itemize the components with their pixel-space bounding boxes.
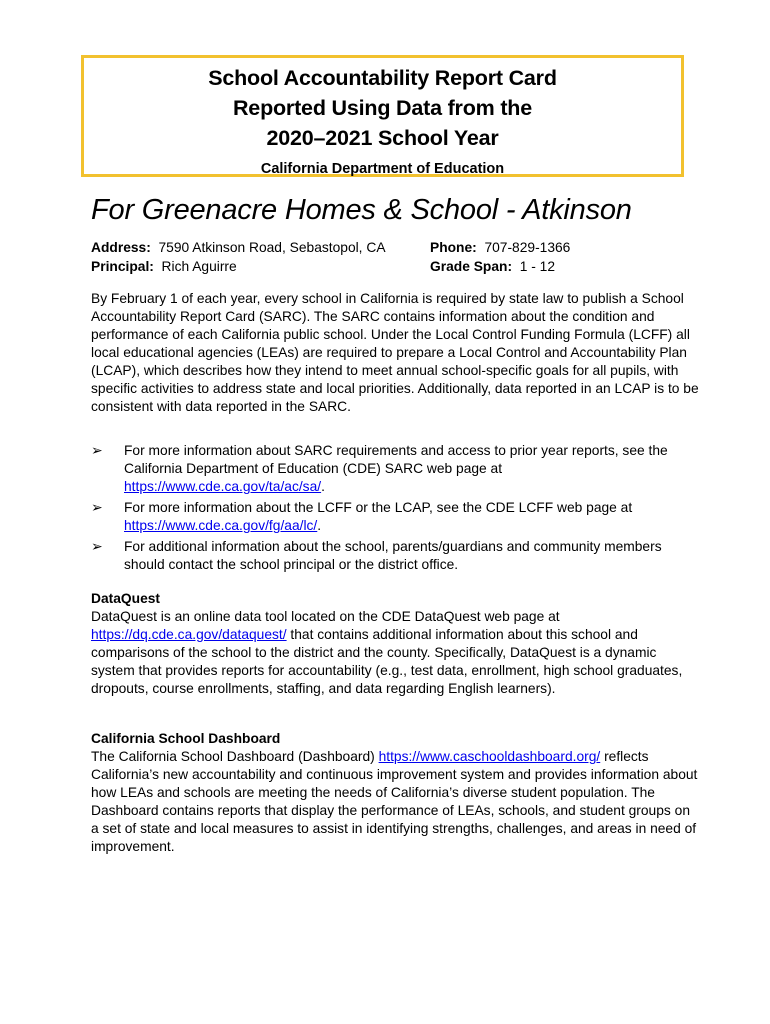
phone-value: 707-829-1366	[484, 240, 571, 255]
school-name: For Greenacre Homes & School - Atkinson	[91, 194, 632, 226]
address-label: Address:	[91, 240, 151, 255]
dashboard-text-before: The California School Dashboard (Dashboard)	[91, 749, 379, 764]
report-title-line-3: 2020–2021 School Year	[266, 126, 499, 150]
intro-paragraph: By February 1 of each year, every school in California is required by state law to publish a School Accountability Report Card (SARC). The SARC contains information about the condition and performance of each California public school. Under the Local Control Funding Formula (LCFF) all local educational agencies (LEAs) are required to prepare a Local Control and Accountability Plan (LCAP), which describes how they intend to meet annual school-specific goals for all pupils, with specific activities to address state and local priorities. Additionally, data reported in an LCAP is to be consistent with data reported in the SARC.	[91, 291, 699, 414]
dataquest-heading: DataQuest	[91, 591, 161, 606]
arrow-bullet-icon: ➢	[91, 539, 103, 554]
address-row	[91, 240, 386, 255]
dashboard-paragraph	[91, 748, 701, 856]
principal-value: Rich Aguirre	[161, 259, 237, 274]
principal-label: Principal:	[91, 259, 154, 274]
bullet-text: For more information about SARC requirements and access to prior year reports, see the California Department of Education (CDE) SARC web page at	[124, 443, 668, 476]
list-item	[91, 538, 701, 574]
phone-label: Phone:	[430, 240, 477, 255]
bullet-text: For more information about the LCFF or the LCAP, see the CDE LCFF web page at	[124, 500, 633, 515]
dashboard-link[interactable]: https://www.caschooldashboard.org/	[378, 749, 601, 764]
dataquest-paragraph	[91, 608, 701, 698]
dataquest-text-after: that contains additional information about this school and comparisons of the school to the district and the county. Specifically, DataQuest is a dynamic system that provides reports for accountability (e.g., test data, enrollment, high school graduates, dropouts, course enrollments, staffing, and data regarding English learners).	[91, 627, 683, 696]
sarc-page-link[interactable]: https://www.cde.ca.gov/ta/ac/sa/	[124, 479, 322, 494]
list-item	[91, 499, 701, 535]
bullet-text: For additional information about the school, parents/guardians and community members should contact the school principal or the district office.	[124, 539, 662, 572]
lcff-page-link[interactable]: https://www.cde.ca.gov/fg/aa/lc/	[124, 518, 318, 533]
title-box	[81, 55, 684, 177]
report-subtitle: California Department of Education	[260, 161, 505, 177]
bullet-list	[91, 442, 701, 577]
dashboard-heading: California School Dashboard	[91, 731, 281, 746]
report-title-line-2: Reported Using Data from the	[232, 96, 532, 120]
arrow-bullet-icon: ➢	[91, 443, 103, 458]
grade-span-label: Grade Span:	[430, 259, 513, 274]
list-item	[91, 442, 701, 496]
arrow-bullet-icon: ➢	[91, 500, 103, 515]
phone-row	[430, 240, 570, 255]
dataquest-section	[91, 590, 701, 698]
bullet-suffix: .	[317, 518, 322, 533]
report-title-line-1: School Accountability Report Card	[208, 66, 557, 90]
dataquest-text-before: DataQuest is an online data tool located on the CDE DataQuest web page at	[91, 609, 560, 624]
dataquest-link[interactable]: https://dq.cde.ca.gov/dataquest/	[91, 627, 287, 642]
dashboard-text-after: reflects California’s new accountability and continuous improvement system and provides information about how LEAs and schools are meeting the needs of California’s diverse student population. The Dashboard contains reports that display the performance of LEAs, schools, and student groups on a set of state and local measures to assist in identifying strengths, challenges, and areas in need of improvement.	[91, 749, 698, 854]
bullet-suffix: .	[321, 479, 325, 494]
dashboard-section	[91, 730, 701, 856]
principal-row	[91, 259, 237, 274]
grade-span-row	[430, 259, 555, 274]
address-value: 7590 Atkinson Road, Sebastopol, CA	[158, 240, 386, 255]
grade-span-value: 1 - 12	[519, 259, 555, 274]
